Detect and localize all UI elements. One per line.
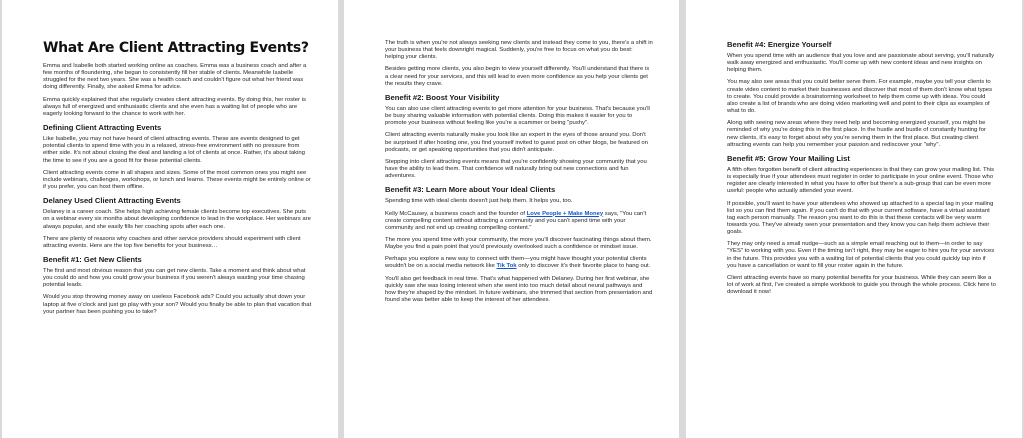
section-heading: Benefit #2: Boost Your Visibility xyxy=(385,92,500,102)
section-heading: Benefit #5: Grow Your Mailing List xyxy=(727,153,850,163)
paragraph: Emma quickly explained that she regularly creates client attracting events. By doing this, her roster is always full of energized and enthusiastic clients and she even has a waiting list of people who are eagerly looking forward to the chance to work with her. xyxy=(43,96,306,117)
paragraph: You may also see areas that you could better serve them. For example, maybe you tell your clients to create video content to market their businesses and discover that most of them don't know what types to create. You could provide a brainstorming worksheet to help them come up with ideas. You could also create a list of brands who are doing video marketing well and point to their clips as examples of what to do. xyxy=(727,79,993,115)
section-heading: Benefit #3: Learn More about Your Ideal Clients xyxy=(385,185,556,195)
paragraph: You'll also get feedback in real time. That's what happened with Delaney. During her first webinar, she quickly saw she was losing interest when she went into too much detail about neural pathways and how they're shaped by the mindset. In future webinars, she trimmed that section from presentation and found she was better able to keep the interest of her attendees. xyxy=(385,275,653,304)
love-people-make-money-link[interactable]: Love People + Make Money xyxy=(526,210,604,217)
document-page-3 xyxy=(686,0,1022,438)
paragraph: Spending time with ideal clients doesn't just help them. It helps you, too. xyxy=(385,198,573,205)
paragraph: You can also use client attracting events to get more attention for your business. That's because you'll be busy sharing valuable information with potential clients. Doing this makes it easier for you to promote your business without feeling like you're a scammer or being "pushy". xyxy=(385,105,650,127)
paragraph: There are plenty of reasons why coaches and other service providers should experiment with client attracting events. Here are the top five benefits for your business… xyxy=(43,235,301,249)
section-heading: Defining Client Attracting Events xyxy=(43,123,162,133)
paragraph: Client attracting events have so many potential benefits for your business. While they can seem like a lot of work at first, I've created a simple workbook to guide you through the whole process. Click here to download it now! xyxy=(727,274,996,296)
document-title: What Are Client Attracting Events? xyxy=(43,40,309,56)
paragraph: The more you spend time with your community, the more you'll discover fascinating things about them. Maybe you find a pain point that you'd previously overlooked such a confidence or mindset issue. xyxy=(385,236,652,251)
section-heading: Delaney Used Client Attracting Events xyxy=(43,196,181,206)
paragraph-text: Kelly McCausey, a business coach and the founder of xyxy=(385,210,527,217)
paragraph-text: Perhaps you explore a new way to connect with them—you might have thought your potential clients wouldn't be on a social media network like xyxy=(385,256,647,270)
paragraph: The truth is when you're not always seeking new clients and instead they come to you, there's a shift in your business that feels downright magical. Suddenly, you're free to focus on what you do best: helping your clients. xyxy=(385,40,653,61)
section-heading: Benefit #1: Get New Clients xyxy=(43,254,142,264)
paragraph: They may only need a small nudge—such as a simple email reaching out to them—in order to say "YES" to working with you. Even if the timing isn't right, they may be eager to hire you for your services in the future. This provides you with a waiting list of potential clients that you could quickly tap into if you have a cancellation or want to fill your roster again in the future. xyxy=(727,241,995,269)
paragraph: Delaney is a career coach. She helps high achieving female clients become top executives. She puts on a webinar every six months about developing confidence to lead in the workplace. Her webinars are always popular, and she easily fills her coaching spots after each one. xyxy=(43,209,311,230)
paragraph xyxy=(385,256,653,270)
document-page-2 xyxy=(344,0,679,438)
paragraph: Client attracting events come in all shapes and sizes. Some of the most common ones you might see include webinars, challenges, workshops, or lunch and learns. These events might be entirely online or if you prefer, you can host them offline. xyxy=(43,169,311,191)
paragraph: Emma and Isabelle both started working online as coaches. Emma was a business coach and after a few months of floundering, she began to consistently fill her stable of clients. Meanwhile Isabelle struggled for the next two years. She was a health coach and couldn't figure out what her friend was doing differently. Finally, she asked Emma for advice. xyxy=(43,63,307,91)
paragraph: Client attracting events naturally make you look like an expert in the eyes of those around you. Don't be surprised if after hosting one, you find yourself invited to guest post on other blogs, be featured on podcasts, or get speaking opportunities that you didn't anticipate. xyxy=(385,132,648,153)
paragraph: When you spend time with an audience that you love and are passionate about serving, you'll naturally walk away energized and enthusiastic. You'll come up with new content ideas and new insights on helping them. xyxy=(727,53,995,74)
paragraph: Besides getting more clients, you also begin to view yourself differently. You'll understand that there is a clear need for your services, and this will lead to even more confidence as you help your clients get the results they crave. xyxy=(385,66,650,87)
paragraph: Stepping into client attracting events means that you're confidently showing your community that you have the ability to lead them. That confidence will naturally bring out new connections and fun adventures. xyxy=(385,158,647,180)
tik-tok-link[interactable]: Tik Tok xyxy=(496,263,517,270)
section-heading: Benefit #4: Energize Yourself xyxy=(727,40,832,49)
paragraph-text: says, "You can't create compelling content without attracting a community and you can't spend time with your community and not end up creating compelling content." xyxy=(385,210,647,231)
paragraph: If possible, you'll want to have your attendees who showed up attached to a special tag in your mailing list so you can find them again. If you can't do that with your current software, have a virtual assistant tag each person manually. The reason you want to do this is that these contacts will be very warm towards you. They've already seen your presentation and they know you can help them achieve their goals. xyxy=(727,200,994,236)
paragraph: Like Isabelle, you may not have heard of client attracting events. These are events designed to get potential clients to spend time with you in a relaxed, stress-free environment with no pressure from either side. It's not about closing the deal and landing a lot of clients at once. Rather, it's about taking the time to see if you are a good fit for these potential clients. xyxy=(43,136,305,164)
paragraph xyxy=(385,211,653,232)
paragraph: The first and most obvious reason that you can get new clients. Take a moment and think about what you could do and how you could grow your business if you weren't always wasting your time chasing potential leads. xyxy=(43,267,306,289)
paragraph: A fifth often forgotten benefit of client attracting experiences is that they can grow your mailing list. This is especially true if your attendees must register in order to participate in your online event. Those who register are clearly interested in what you have to offer but there's a sub-group that can be even more useful: people who actually attended your event. xyxy=(727,166,995,195)
paragraph: Along with seeing new areas where they need help and becoming energized yourself, you might be reminded of why you're doing this in the first place. In the hustle and bustle of constantly hunting for new clients, it's easy to forget about why you're serving them in the first place. But creating client attracting events can help you remember your passion and rediscover your "why". xyxy=(727,120,986,148)
paragraph: Would you stop throwing money away on useless Facebook ads? Could you actually shut down your laptop at five o'clock and just go play with your son? Would you finally be able to plan that vacation that your partner has been pushing you to take? xyxy=(43,294,312,315)
paragraph-text: only to discover it's their favorite place to hang out. xyxy=(516,263,651,270)
document-page-1 xyxy=(2,0,338,438)
